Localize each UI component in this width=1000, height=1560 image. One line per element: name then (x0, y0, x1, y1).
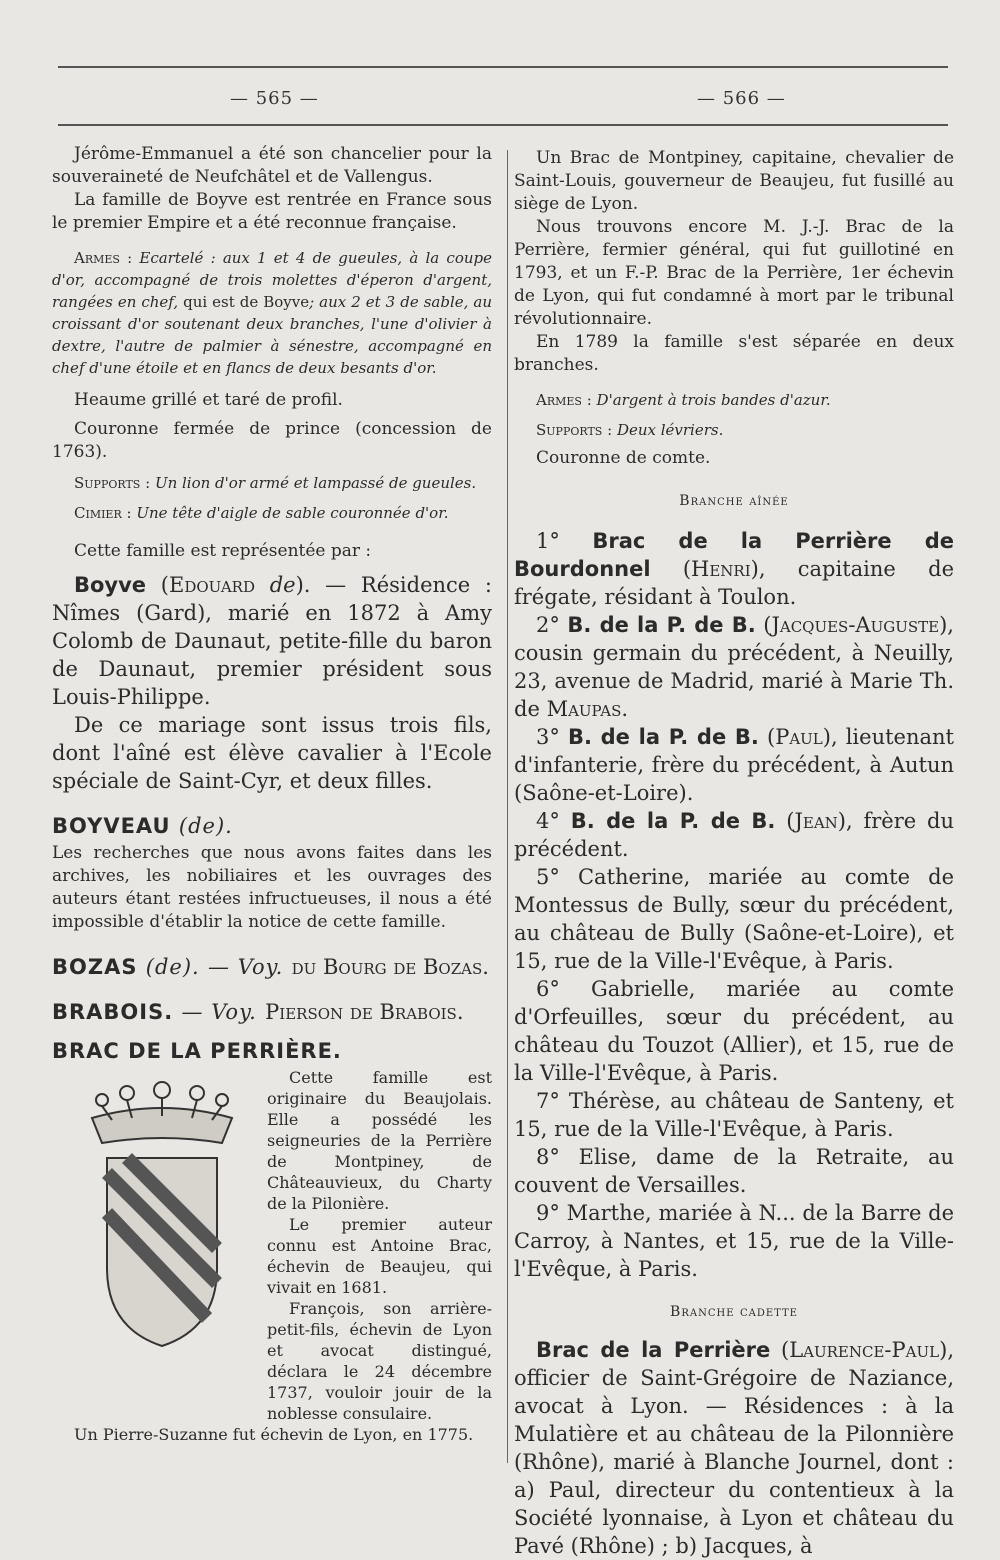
represented-line: Cette famille est représentée par : (74, 541, 372, 561)
right-column (514, 147, 954, 1560)
entry-4: 4° B. de la P. de B. (Jean), frère du précédent. (514, 809, 954, 861)
column-divider (507, 150, 508, 1463)
bozas-heading: BOZAS (de). — Voy. du Bourg de Bozas. (52, 955, 489, 979)
entry-5: 5° Catherine, mariée au comte de Montessus de Bully, sœur du précédent, au château de Bully (Saône-et-Loire), et 15, rue de la Ville-l'Evêque, à Paris. (514, 865, 954, 973)
paragraph: En 1789 la famille s'est séparée en deux branches. (514, 332, 954, 375)
supports-boyve: Supports : Un lion d'or armé et lampassé de gueules. (74, 474, 477, 492)
cadette-entry: Brac de la Perrière (Laurence-Paul), officier de Saint-Grégoire de Naziance, avocat à Lyon. — Résidences : à la Mulatière et au château de la Pilonnière (Rhône), marié à Blanche Journel, dont : a) Paul, directeur du contentieux à la Société lyonnaise, à Lyon et château du Pavé (Rhône) ; b) Jacques, à (514, 1338, 954, 1558)
cimier-boyve: Cimier : Une tête d'aigle de sable couronnée d'or. (74, 504, 449, 522)
entry-9: 9° Marthe, mariée à N... de la Barre de Carroy, à Nantes, et 15, rue de la Ville-l'Evêque, à Paris. (514, 1201, 954, 1281)
boyve-children: De ce mariage sont issus trois fils, dont l'aîné est élève cavalier à l'Ecole spéciale de Saint-Cyr, et deux filles. (52, 713, 492, 793)
paragraph: Jérôme-Emmanuel a été son chancelier pour la souveraineté de Neufchâtel et de Vallengus. (52, 144, 492, 187)
entry-8: 8° Elise, dame de la Retraite, au couvent de Versailles. (514, 1145, 954, 1197)
boyveau-heading: BOYVEAU (de). (52, 814, 233, 838)
paragraph: Un Brac de Montpiney, capitaine, chevalier de Saint-Louis, gouverneur de Beaujeu, fut fusillé au siège de Lyon. (514, 148, 954, 214)
brabois-heading: BRABOIS. — Voy. Pierson de Brabois. (52, 1000, 464, 1024)
entry-1: 1° Brac de la Perrière de Bourdonnel (Henri), capitaine de frégate, résidant à Toulon. (514, 529, 954, 609)
armes-boyve: Armes : Ecartelé : aux 1 et 4 de gueules, à la coupe d'or, accompagné de trois molettes d'éperon d'argent, rangées en chef, qui est de Boyve; aux 2 et 3 de sable, au croissant d'or soutenant deux branches, l'une d'olivier à dextre, l'autre de palmier à sénestre, accompagné en chef d'une étoile et en flancs de deux besants d'or. (52, 249, 492, 377)
brac-heading: BRAC DE LA PERRIÈRE. (52, 1039, 342, 1063)
brac-text-3: François, son arrière-petit-fils, échevin de Lyon et avocat distingué, déclara le 24 décembre 1737, vouloir jouir de la noblesse consulaire. (267, 1299, 492, 1423)
entry-3: 3° B. de la P. de B. (Paul), lieutenant d'infanterie, frère du précédent, à Autun (Saône-et-Loire). (514, 725, 954, 805)
top-rule (58, 66, 948, 68)
couronne-line: Couronne fermée de prince (concession de 1763). (52, 419, 492, 462)
crown-and-shield-icon (82, 1078, 242, 1348)
couronne-brac: Couronne de comte. (536, 448, 711, 468)
boyve-entry: Boyve (Edouard de). — Résidence : Nîmes (Gard), marié en 1872 à Amy Colomb de Daunaut, petite-fille du baron de Daunaut, premier président sous Louis-Philippe. (52, 573, 492, 709)
paragraph: La famille de Boyve est rentrée en France sous le premier Empire et a été reconnue française. (52, 190, 492, 233)
branche-cadette-heading: Branche cadette (670, 1304, 798, 1320)
coat-of-arms-image (82, 1078, 242, 1348)
left-page-number: — 565 — (230, 88, 319, 109)
brac-text-4: Un Pierre-Suzanne fut échevin de Lyon, en 1775. (74, 1425, 474, 1444)
heaume-line: Heaume grillé et taré de profil. (74, 390, 343, 410)
brac-text-block: Cette famille est originaire du Beaujolais. Elle a possédé les seigneuries de la Perrière de Montpiney, de Châteauvieux, du Charty de la Pilonière. Le premier auteur connu est Antoine Brac, échevin de Beaujeu, qui vivait en 1681. (267, 1068, 492, 1297)
armes-brac: Armes : D'argent à trois bandes d'azur. (536, 391, 831, 409)
entry-6: 6° Gabrielle, mariée au comte d'Orfeuilles, sœur du précédent, au château du Touzot (Allier), et 15, rue de la Ville-l'Evêque, à Paris. (514, 977, 954, 1085)
entry-7: 7° Thérèse, au château de Santeny, et 15, rue de la Ville-l'Evêque, à Paris. (514, 1089, 954, 1141)
paragraph: Nous trouvons encore M. J.-J. Brac de la Perrière, fermier général, qui fut guillotiné en 1793, et un F.-P. Brac de la Perrière, 1er échevin de Lyon, qui fut condamné à mort par le tribunal révolutionnaire. (514, 217, 954, 329)
branche-ainee-heading: Branche aînée (679, 493, 789, 509)
supports-brac: Supports : Deux lévriers. (536, 421, 724, 439)
entry-2: 2° B. de la P. de B. (Jacques-Auguste), cousin germain du précédent, à Neuilly, 23, avenue de Madrid, marié à Marie Th. de Maupas. (514, 613, 954, 721)
boyveau-text: Les recherches que nous avons faites dans les archives, les nobiliaires et les ouvrages des auteurs étant restées infructueuses, il nous a été impossible d'établir la notice de cette famille. (52, 843, 492, 932)
header-rule (58, 124, 948, 126)
right-page-number: — 566 — (697, 88, 786, 109)
